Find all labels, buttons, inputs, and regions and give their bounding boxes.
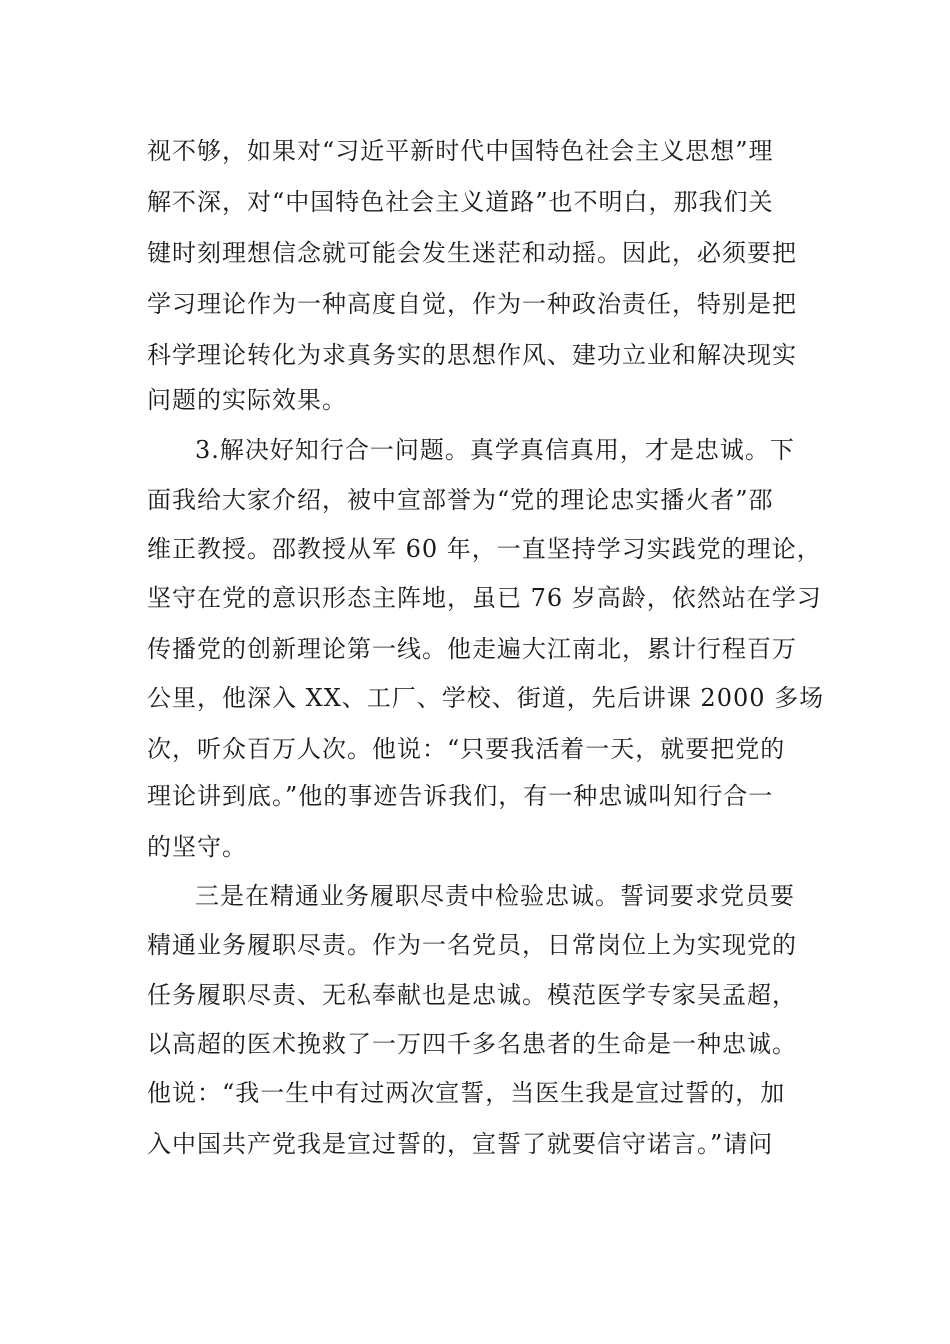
text-line: 键时刻理想信念就可能会发生迷茫和动摇。因此，必须要把 <box>147 239 797 267</box>
text-line: 科学理论转化为求真务实的思想作风、建功立业和解决现实 <box>147 341 797 369</box>
paragraph-first-line: 3.解决好知行合一问题。真学真信真用，才是忠诚。下 <box>195 436 795 464</box>
text-line: 学习理论作为一种高度自觉，作为一种政治责任，特别是把 <box>147 290 797 318</box>
text-line: 维正教授。邵教授从军 60 年，一直坚持学习实践党的理论， <box>147 535 822 563</box>
text-line: 的坚守。 <box>147 833 247 861</box>
text-line: 解不深，对“中国特色社会主义道路”也不明白，那我们关 <box>147 188 774 216</box>
text-line: 公里，他深入 XX、工厂、学校、街道，先后讲课 2000 多场 <box>147 684 825 712</box>
text-line: 精通业务履职尽责。作为一名党员，日常岗位上为实现党的 <box>147 931 797 959</box>
text-line: 坚守在党的意识形态主阵地，虽已 76 岁高龄，依然站在学习 <box>147 584 822 612</box>
text-line: 面我给大家介绍，被中宣部誉为“党的理论忠实播火者”邵 <box>147 486 774 514</box>
text-line: 理论讲到底。”他的事迹告诉我们，有一种忠诚叫知行合一 <box>147 782 774 810</box>
paragraph-first-line: 三是在精通业务履职尽责中检验忠诚。誓词要求党员要 <box>195 882 795 910</box>
text-line: 传播党的创新理论第一线。他走遍大江南北，累计行程百万 <box>147 635 797 663</box>
text-line: 视不够，如果对“习近平新时代中国特色社会主义思想”理 <box>147 137 774 165</box>
text-line: 他说：“我一生中有过两次宣誓，当医生我是宣过誓的，加 <box>147 1079 786 1107</box>
text-line: 以高超的医术挽救了一万四千多名患者的生命是一种忠诚。 <box>147 1030 797 1058</box>
text-line: 入中国共产党我是宣过誓的，宣誓了就要信守诺言。”请问 <box>147 1130 774 1158</box>
text-line: 问题的实际效果。 <box>147 386 347 414</box>
text-line: 次，听众百万人次。他说：“只要我活着一天，就要把党的 <box>147 735 786 763</box>
text-line: 任务履职尽责、无私奉献也是忠诚。模范医学专家吴孟超， <box>147 981 797 1009</box>
